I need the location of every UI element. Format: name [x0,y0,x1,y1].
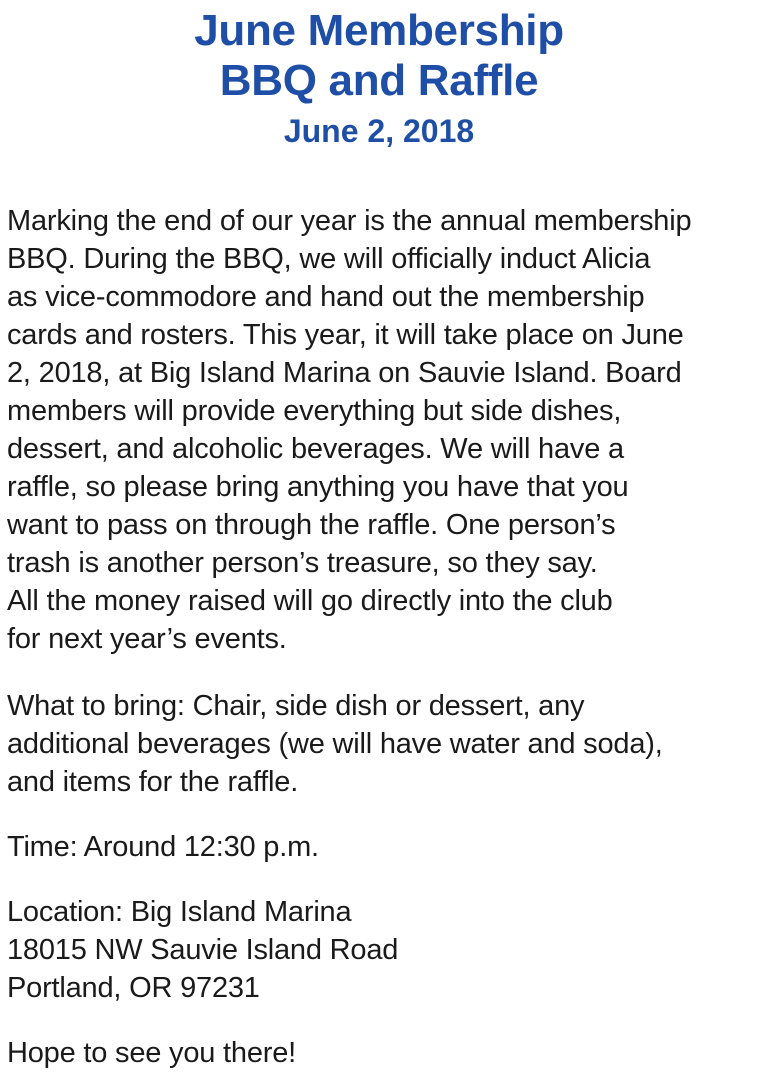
intro-line: raffle, so please bring anything you have that you [7,471,629,503]
event-title-line-2: BBQ and Raffle [219,56,539,105]
closing-text: Hope to see you there! [7,1037,297,1069]
intro-line: members will provide everything but side dishes, [7,395,622,427]
what-to-bring-line: What to bring: Chair, side dish or dessert, any [7,690,585,722]
intro-paragraph [7,202,757,658]
intro-line: dessert, and alcoholic beverages. We will have a [7,433,624,465]
intro-line: want to pass on through the raffle. One person’s [7,509,616,541]
event-title-line-1: June Membership [194,6,564,55]
time-text: Time: Around 12:30 p.m. [7,831,319,863]
location-city: Portland, OR 97231 [7,972,260,1004]
what-to-bring-line: additional beverages (we will have water and soda), [7,728,663,760]
intro-line: as vice-commodore and hand out the membership [7,281,645,313]
intro-line: trash is another person’s treasure, so they say. [7,547,598,579]
intro-line: cards and rosters. This year, it will take place on June [7,319,684,351]
location-paragraph [7,893,757,1007]
intro-line: Marking the end of our year is the annual membership [7,205,692,237]
location-street: 18015 NW Sauvie Island Road [7,934,399,966]
closing-paragraph [7,1034,757,1072]
intro-line: All the money raised will go directly into the club [7,585,613,617]
event-date: June 2, 2018 [283,113,475,149]
intro-line: for next year’s events. [7,623,287,655]
intro-line: 2, 2018, at Big Island Marina on Sauvie Island. Board [7,357,682,389]
what-to-bring-paragraph [7,687,757,801]
what-to-bring-line: and items for the raffle. [7,766,299,798]
intro-line: BBQ. During the BBQ, we will officially induct Alicia [7,243,651,275]
location-name: Location: Big Island Marina [7,896,352,928]
event-header [0,6,758,152]
time-paragraph [7,828,757,866]
